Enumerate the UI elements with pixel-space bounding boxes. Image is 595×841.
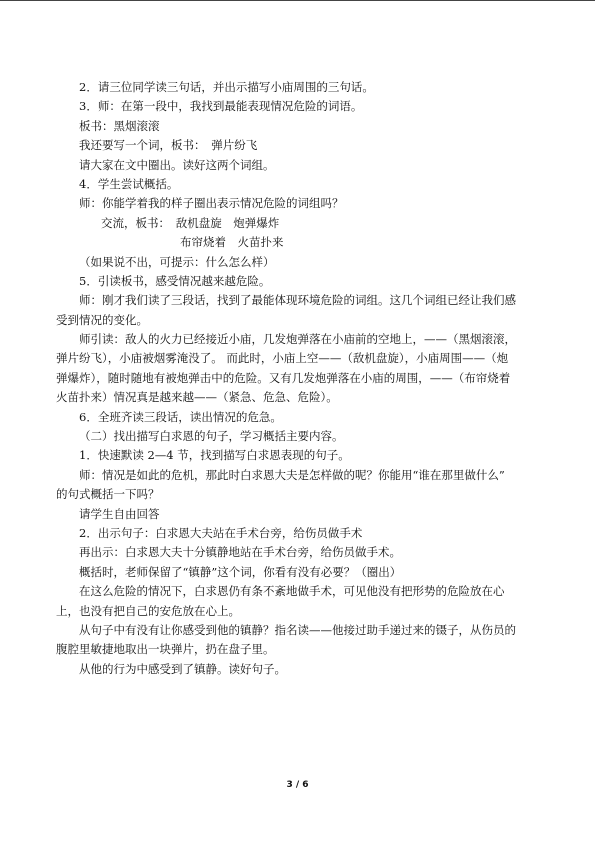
text-line: 请大家在文中圈出。读好这两个词组。 xyxy=(79,157,275,172)
text-line: 3．师：在第一段中，我找到最能表现情况危险的词语。 xyxy=(79,99,363,114)
text-line: 布帘烧着 火苗扑来 xyxy=(180,235,284,250)
text-line: 上，也没有把自己的安危放在心上。 xyxy=(56,603,240,618)
text-line: 概括时，老师保留了“镇静”这个词，你看有没有必要？（圈出） xyxy=(79,564,402,579)
text-line: 从句子中有没有让你感受到他的镇静？指名读——他接过助手递过来的镊子，从伤员的 xyxy=(79,622,516,637)
text-line: （如果说不出，可提示：什么怎么样） xyxy=(79,254,275,269)
text-line: 师：情况是如此的危机，那此时白求恩大夫是怎样做的呢？你能用“谁在那里做什么” xyxy=(79,467,505,482)
text-line: 受到情况的变化。 xyxy=(56,312,148,327)
text-line: 再出示：白求恩大夫十分镇静地站在手术台旁，给伤员做手术。 xyxy=(79,545,401,560)
text-line: 我还要写一个词，板书： 弹片纷飞 xyxy=(79,138,258,153)
text-line: 1．快速默读 2—4 节，找到描写白求恩表现的句子。 xyxy=(79,448,350,463)
text-line: 师：你能学着我的样子圈出表示情况危险的词组吗？ xyxy=(79,196,344,211)
text-line: 5．引读板书，感受情况越来越危险。 xyxy=(79,273,271,288)
text-line: 板书：黑烟滚滚 xyxy=(79,118,160,133)
text-line: 弹片纷飞），小庙被烟雾淹没了。 而此时，小庙上空——（敌机盘旋），小庙周围——（炮 xyxy=(56,351,509,366)
text-line: 4．学生尝试概括。 xyxy=(79,176,179,191)
text-line: 2．请三位同学读三句话，并出示描写小庙周围的三句话。 xyxy=(79,80,374,94)
page-number: 3 / 6 xyxy=(286,780,309,790)
text-line: 6．全班齐读三段话，读出情况的危急。 xyxy=(79,409,282,424)
text-line: 的句式概括一下吗？ xyxy=(56,487,160,502)
page-body xyxy=(56,78,558,679)
text-line: 2．出示句子：白求恩大夫站在手术台旁，给伤员做手术 xyxy=(79,525,363,540)
header-rule xyxy=(0,0,595,1)
text-line: 火苗扑来）情况真是越来越——（紧急、危急、危险）。 xyxy=(56,390,338,405)
text-line: 从他的行为中感受到了镇静。读好句子。 xyxy=(79,661,286,676)
text-line: 请学生自由回答 xyxy=(79,506,160,521)
text-line: 师引读：敌人的火力已经接近小庙，几发炮弹落在小庙前的空地上，——（黑烟滚滚， xyxy=(79,332,516,347)
text-line: 师：刚才我们读了三段话，找到了最能体现环境危险的词组。这几个词组已经让我们感 xyxy=(79,293,516,308)
text-line: 在这么危险的情况下，白求恩仍有条不紊地做手术，可见他没有把形势的危险放在心 xyxy=(79,584,505,599)
text-line: 弹爆炸），随时随地有被炮弹击中的危险。又有几发炮弹落在小庙的周围，——（布帘烧着 xyxy=(56,370,511,385)
text-line: 腹腔里敏捷地取出一块弹片，扔在盘子里。 xyxy=(56,642,275,657)
text-line: 交流，板书： 敌机盘旋 炮弹爆炸 xyxy=(101,215,280,230)
text-line: （二）找出描写白求恩的句子，学习概括主要内容。 xyxy=(79,429,344,444)
